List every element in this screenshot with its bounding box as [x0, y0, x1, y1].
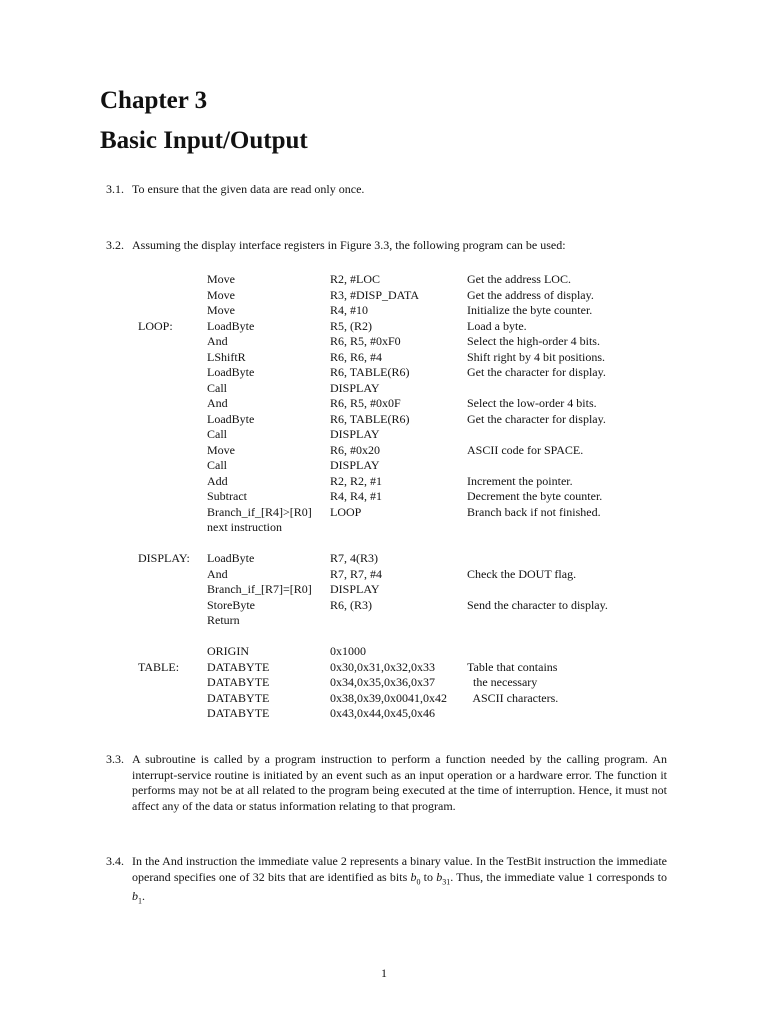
listing-op: DATABYTE: [207, 706, 270, 720]
problem-text-part: .: [142, 889, 145, 904]
listing-op: Move: [207, 442, 235, 457]
problem-3-4: [100, 854, 667, 909]
bit-subscript: 0: [416, 876, 421, 886]
bit-subscript: 1: [138, 896, 142, 906]
listing-op: Add: [207, 473, 228, 488]
listing-operand: 0x34,0x35,0x36,0x37: [330, 675, 435, 689]
problem-text: To ensure that the given data are read only once.: [132, 182, 365, 196]
bit-symbol: b: [436, 869, 443, 884]
listing-operand: LOOP: [330, 504, 362, 519]
listing-comment: Get the address LOC.: [467, 272, 571, 286]
listing-op: Branch_if_[R4]>[R0]: [207, 504, 312, 519]
problem-3-1: [100, 182, 667, 198]
listing-op: Subtract: [207, 489, 247, 503]
listing-operand: R5, (R2): [330, 318, 372, 333]
listing-label: TABLE:: [138, 659, 180, 674]
listing-operand: R4, R4, #1: [330, 489, 383, 503]
problem-number: 3.2.: [106, 238, 124, 252]
listing-comment: Load a byte.: [467, 318, 527, 333]
listing-operand: 0x30,0x31,0x32,0x33: [330, 659, 435, 674]
listing-op: DATABYTE: [207, 675, 270, 689]
problem-3-2: [100, 238, 667, 254]
problem-text: A subroutine is called by a program instruction to perform a function needed by the calling program. An interrupt-service routine is initiated by an event such as an input operation or a hardware error. The function it performs may not be at all related to the program being executed at the time of interruption. Hence, it must not affect any of the data or status information relating to that program.: [132, 752, 667, 813]
problem-text: Assuming the display interface registers in Figure 3.3, the following program can be used:: [132, 238, 566, 252]
listing-op: Move: [207, 303, 235, 317]
listing-comment: Select the high-order 4 bits.: [467, 334, 600, 348]
listing-operand: R3, #DISP_DATA: [330, 287, 420, 302]
listing-label: LOOP:: [138, 318, 173, 333]
listing-comment: Initialize the byte counter.: [467, 303, 593, 317]
listing-op: LoadByte: [207, 551, 255, 565]
listing-operand: R6, TABLE(R6): [330, 365, 410, 379]
listing-comment: Select the low-order 4 bits.: [467, 396, 597, 410]
listing-operand: DISPLAY: [330, 458, 380, 472]
bit-symbol: b: [132, 889, 138, 904]
listing-comment: Shift right by 4 bit positions.: [467, 349, 606, 364]
listing-comment: Decrement the byte counter.: [467, 489, 603, 503]
listing-op: LoadByte: [207, 411, 255, 426]
listing-comment: ASCII code for SPACE.: [467, 442, 584, 457]
listing-comment: Send the character to display.: [467, 597, 608, 612]
listing-operand: R6, (R3): [330, 597, 372, 612]
listing-comment: Table that contains: [467, 659, 558, 674]
listing-operand: R6, R5, #0x0F: [330, 396, 401, 410]
listing-label: DISPLAY:: [138, 551, 190, 565]
listing-operand: DISPLAY: [330, 380, 380, 395]
listing-op: DATABYTE: [207, 659, 270, 674]
listing-op: Branch_if_[R7]=[R0]: [207, 582, 312, 596]
listing-operand: 0x43,0x44,0x45,0x46: [330, 706, 435, 720]
chapter-subtitle: Basic Input/Output: [100, 127, 308, 154]
problem-3-3: [100, 752, 667, 814]
listing-comment: Increment the pointer.: [467, 473, 573, 488]
listing-operand: 0x38,0x39,0x0041,0x42: [330, 690, 447, 705]
listing-operand: R6, R5, #0xF0: [330, 334, 401, 348]
listing-op: LoadByte: [207, 318, 255, 333]
listing-op: Call: [207, 427, 227, 441]
problem-number: 3.3.: [106, 752, 124, 766]
listing-comment: Check the DOUT flag.: [467, 566, 577, 581]
chapter-title: Chapter 3: [100, 87, 208, 114]
listing-op: And: [207, 566, 228, 581]
listing-op: Call: [207, 380, 227, 395]
problem-text: [132, 854, 667, 909]
listing-operand: R6, TABLE(R6): [330, 411, 410, 426]
problem-text-part: In the And instruction the immediate value 2 represents a binary value. In the TestBit instruction the immediate operand specifies one of 32 bits that are identified as bits: [132, 854, 667, 884]
listing-op: StoreByte: [207, 597, 255, 612]
listing-operand: R4, #10: [330, 303, 369, 317]
listing-op: LShiftR: [207, 349, 246, 364]
problem-text-part: . Thus, the immediate value 1 corresponds to: [450, 869, 667, 884]
listing-op: LoadByte: [207, 365, 255, 379]
bit-symbol: b: [410, 869, 417, 884]
listing-op: Move: [207, 287, 235, 302]
listing-operand: 0x1000: [330, 644, 366, 658]
listing-op: And: [207, 334, 228, 348]
listing-comment: the necessary: [467, 675, 538, 689]
problem-number: 3.1.: [106, 182, 124, 196]
listing-op: Call: [207, 458, 227, 472]
listing-op: ORIGIN: [207, 644, 249, 658]
listing-operand: R7, 4(R3): [330, 551, 378, 565]
listing-comment: Get the character for display.: [467, 365, 606, 379]
listing-op: Return: [207, 613, 240, 627]
listing-comment: Get the address of display.: [467, 287, 594, 302]
listing-operand: R2, #LOC: [330, 272, 381, 286]
listing-op: And: [207, 396, 228, 410]
listing-comment: Get the character for display.: [467, 411, 606, 426]
page-number: 1: [381, 966, 387, 980]
listing-operand: R7, R7, #4: [330, 566, 383, 581]
listing-operand: R6, R6, #4: [330, 349, 383, 364]
problem-number: 3.4.: [106, 854, 124, 868]
listing-operand: R2, R2, #1: [330, 473, 383, 488]
listing-operand: DISPLAY: [330, 582, 380, 596]
listing-operand: R6, #0x20: [330, 442, 381, 457]
problem-text-part: to: [420, 869, 437, 884]
listing-comment: ASCII characters.: [467, 690, 559, 705]
bit-subscript: 31: [442, 876, 451, 886]
listing-comment: Branch back if not finished.: [467, 504, 601, 519]
listing-op: DATABYTE: [207, 690, 270, 705]
listing-op: next instruction: [207, 520, 282, 534]
listing-op: Move: [207, 272, 235, 286]
listing-operand: DISPLAY: [330, 427, 380, 441]
